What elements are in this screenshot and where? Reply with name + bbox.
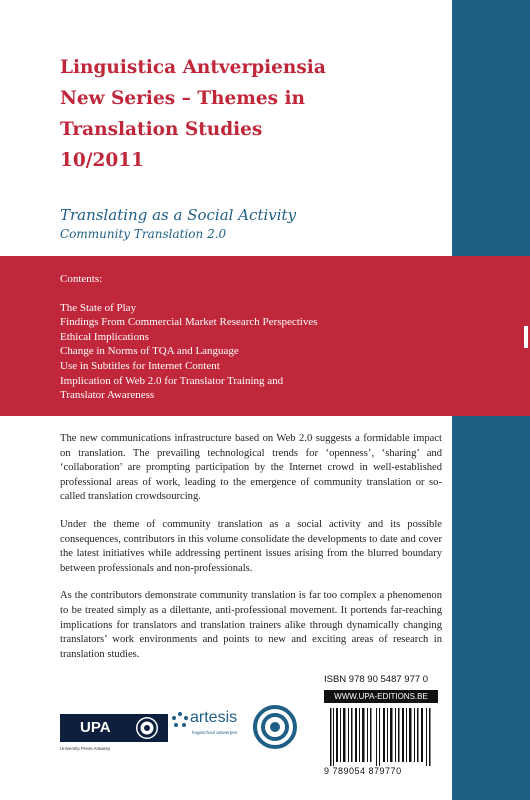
barcode-digits: 9 789054 879770 (324, 766, 402, 776)
upa-logo (60, 714, 168, 742)
upa-subtitle: University Press Antwerp (60, 746, 111, 751)
barcode (324, 706, 438, 766)
series-title-line1: Linguistica Antverpiensia (60, 57, 326, 78)
series-title (60, 52, 440, 176)
isbn-label: ISBN 978 90 5487 977 0 (324, 674, 429, 685)
contents-item: Translator Awareness (60, 389, 155, 402)
artesis-label: artesis (190, 709, 238, 726)
volume-title: Translating as a Social Activity (60, 206, 297, 224)
contents-item: Implication of Web 2.0 for Translator Training and (60, 374, 284, 387)
contents-item: Change in Norms of TQA and Language (60, 345, 239, 358)
upa-circle-icon (136, 717, 158, 739)
publisher-url: WWW.UPA-EDITIONS.BE (324, 690, 438, 703)
spine-notch (524, 326, 528, 348)
contents-item: Use in Subtitles for Internet Content (60, 359, 220, 372)
series-title-line2: New Series – Themes in (60, 88, 305, 109)
publisher-logos (60, 710, 320, 780)
contents-item: Findings From Commercial Market Research Perspectives (60, 316, 318, 329)
issue-number: 10/2011 (60, 150, 144, 171)
spine-red-band (452, 256, 530, 416)
round-emblem-icon (252, 704, 298, 750)
blurb-paragraph: Under the theme of community translation as a social activity and its possible consequences, contributors in this volume consolidate the developments to date and cover the latest initiatives while addressing pertinent issues arising from the blurred boundary between professionals and non-professionals. (60, 518, 442, 574)
contents-item: The State of Play (60, 301, 137, 314)
blurb-text (60, 432, 442, 675)
volume-subtitle: Community Translation 2.0 (60, 227, 227, 241)
upa-label: UPA (80, 719, 111, 736)
blurb-paragraph: As the contributors demonstrate community translation is far too complex a phenomenon to be treated simply as a dilettante, anti-professional movement. It portends far-reaching implications for translators and translation trainers alike through dynamically changing translators’ work environments and points to new and exciting areas of research in translation studies. (60, 590, 442, 660)
blurb-paragraph: The new communications infrastructure based on Web 2.0 suggests a formidable impact on translation. The prevailing technological trends for ‘openness’, ‘sharing’ and ‘collaboration’ are prompting participation by the Internet crowd in well-established professional areas of work, leading to the emergence of community translation or so-called translation crowdsourcing. (60, 433, 442, 503)
artesis-subtitle: hogeschool antwerpen (192, 730, 238, 735)
artesis-mark-icon (170, 710, 190, 730)
contents-heading: Contents: (60, 273, 103, 285)
contents-list (60, 272, 318, 403)
contents-item: Ethical Implications (60, 330, 149, 343)
series-title-line3: Translation Studies (60, 119, 263, 140)
